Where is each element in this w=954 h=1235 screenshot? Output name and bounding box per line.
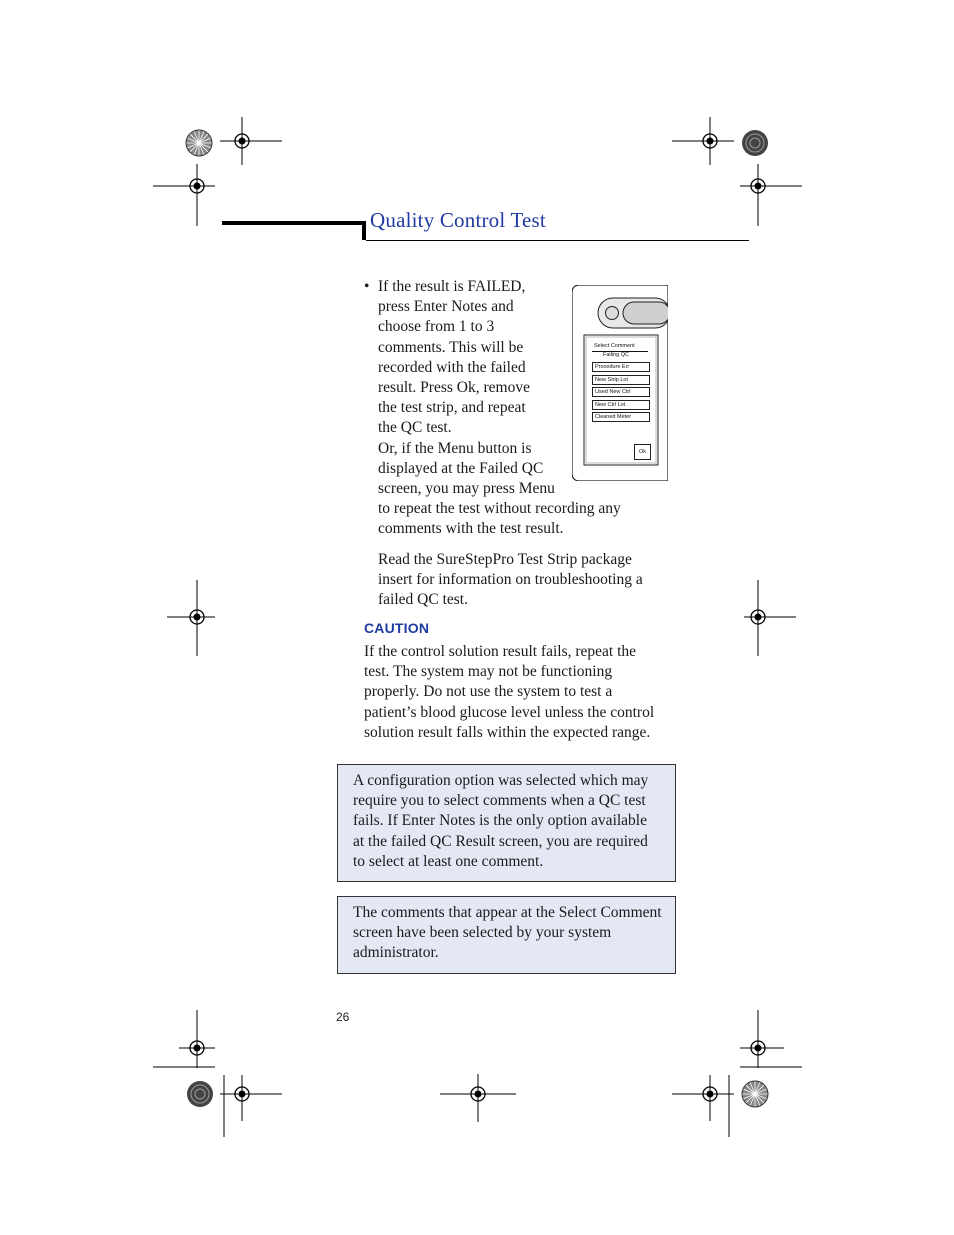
text-line: fails. If Enter Notes is the only option available [353, 812, 647, 830]
header-rule-thin [366, 240, 749, 241]
note-box-configuration [337, 764, 676, 882]
registration-mark-icon [672, 117, 734, 165]
gray-target-icon [186, 1080, 214, 1108]
text-line: result. Press Ok, remove [378, 379, 530, 397]
comment-option-button[interactable]: Procedure Err [592, 362, 650, 372]
screen-subtitle: Failing QC [603, 352, 629, 358]
text-line: screen, you may press Menu [378, 480, 555, 498]
note-comments-text [353, 903, 662, 964]
caution-text [364, 642, 684, 743]
comment-option-button[interactable]: New Strip Lot [592, 375, 650, 385]
text-line: test. The system may not be functioning [364, 663, 613, 681]
note-box-comments [337, 896, 676, 974]
registration-mark-icon [167, 580, 227, 656]
text-line: require you to select comments when a QC test [353, 792, 646, 810]
screen-title: Select Comment [594, 343, 635, 349]
text-line: solution result falls within the expected range. [364, 723, 651, 741]
page-title: Quality Control Test [370, 208, 546, 232]
text-line: the QC test. [378, 419, 452, 437]
screen-ok-button[interactable]: Ok [634, 444, 651, 460]
registration-mark-icon [220, 1075, 282, 1137]
registration-mark-icon [153, 164, 215, 226]
text-line: press Enter Notes and [378, 298, 514, 316]
meter-device-illustration [572, 285, 668, 481]
text-line: The comments that appear at the Select Comment [353, 904, 662, 921]
gray-target-icon [741, 129, 769, 157]
header-rule-bracket [362, 221, 366, 240]
text-line: administrator. [353, 944, 439, 962]
bullet-marker: • [364, 278, 370, 295]
registration-mark-icon [220, 117, 282, 165]
note-configuration-text [353, 771, 648, 872]
text-line: A configuration option was selected which may [353, 772, 649, 789]
comment-options [592, 362, 650, 425]
text-line: Read the SureStepPro Test Strip package [378, 551, 632, 568]
text-line: to select at least one comment. [353, 852, 544, 870]
read-insert-paragraph [378, 550, 678, 611]
text-line: comments with the test result. [378, 520, 564, 538]
comment-option-button[interactable]: Cleaned Meter [592, 412, 650, 422]
registration-mark-icon [740, 1010, 802, 1068]
text-line: at the failed QC Result screen, you are required [353, 832, 648, 850]
text-line: to repeat the test without recording any [378, 500, 621, 518]
text-line: Or, if the Menu button is [378, 439, 532, 457]
text-line: insert for information on troubleshooting a [378, 571, 643, 589]
registration-mark-icon [672, 1075, 734, 1137]
text-line: If the result is FAILED, [378, 278, 526, 295]
comment-option-button[interactable]: New Ctrl Lot [592, 400, 650, 410]
registration-mark-icon [740, 164, 802, 226]
header-rule-thick [222, 221, 363, 225]
text-line: screen have been selected by your system [353, 924, 612, 942]
page-number: 26 [336, 1010, 350, 1024]
text-line: choose from 1 to 3 [378, 318, 495, 336]
text-line: failed QC test. [378, 591, 468, 609]
text-line: the test strip, and repeat [378, 399, 526, 417]
registration-mark-icon [740, 580, 800, 656]
starburst-target-icon [185, 129, 213, 157]
starburst-target-icon [741, 1080, 769, 1108]
text-line: comments. This will be [378, 338, 524, 356]
text-line: If the control solution result fails, repeat the [364, 643, 637, 660]
text-line: displayed at the Failed QC [378, 459, 544, 477]
text-line: properly. Do not use the system to test a [364, 683, 613, 701]
text-line: patient’s blood glucose level unless the control [364, 703, 655, 721]
registration-mark-icon [153, 1010, 215, 1068]
text-line: recorded with the failed [378, 358, 526, 376]
registration-mark-icon [440, 1070, 516, 1122]
comment-option-button[interactable]: Used New Ctrl [592, 387, 650, 397]
caution-label: CAUTION [364, 620, 430, 636]
